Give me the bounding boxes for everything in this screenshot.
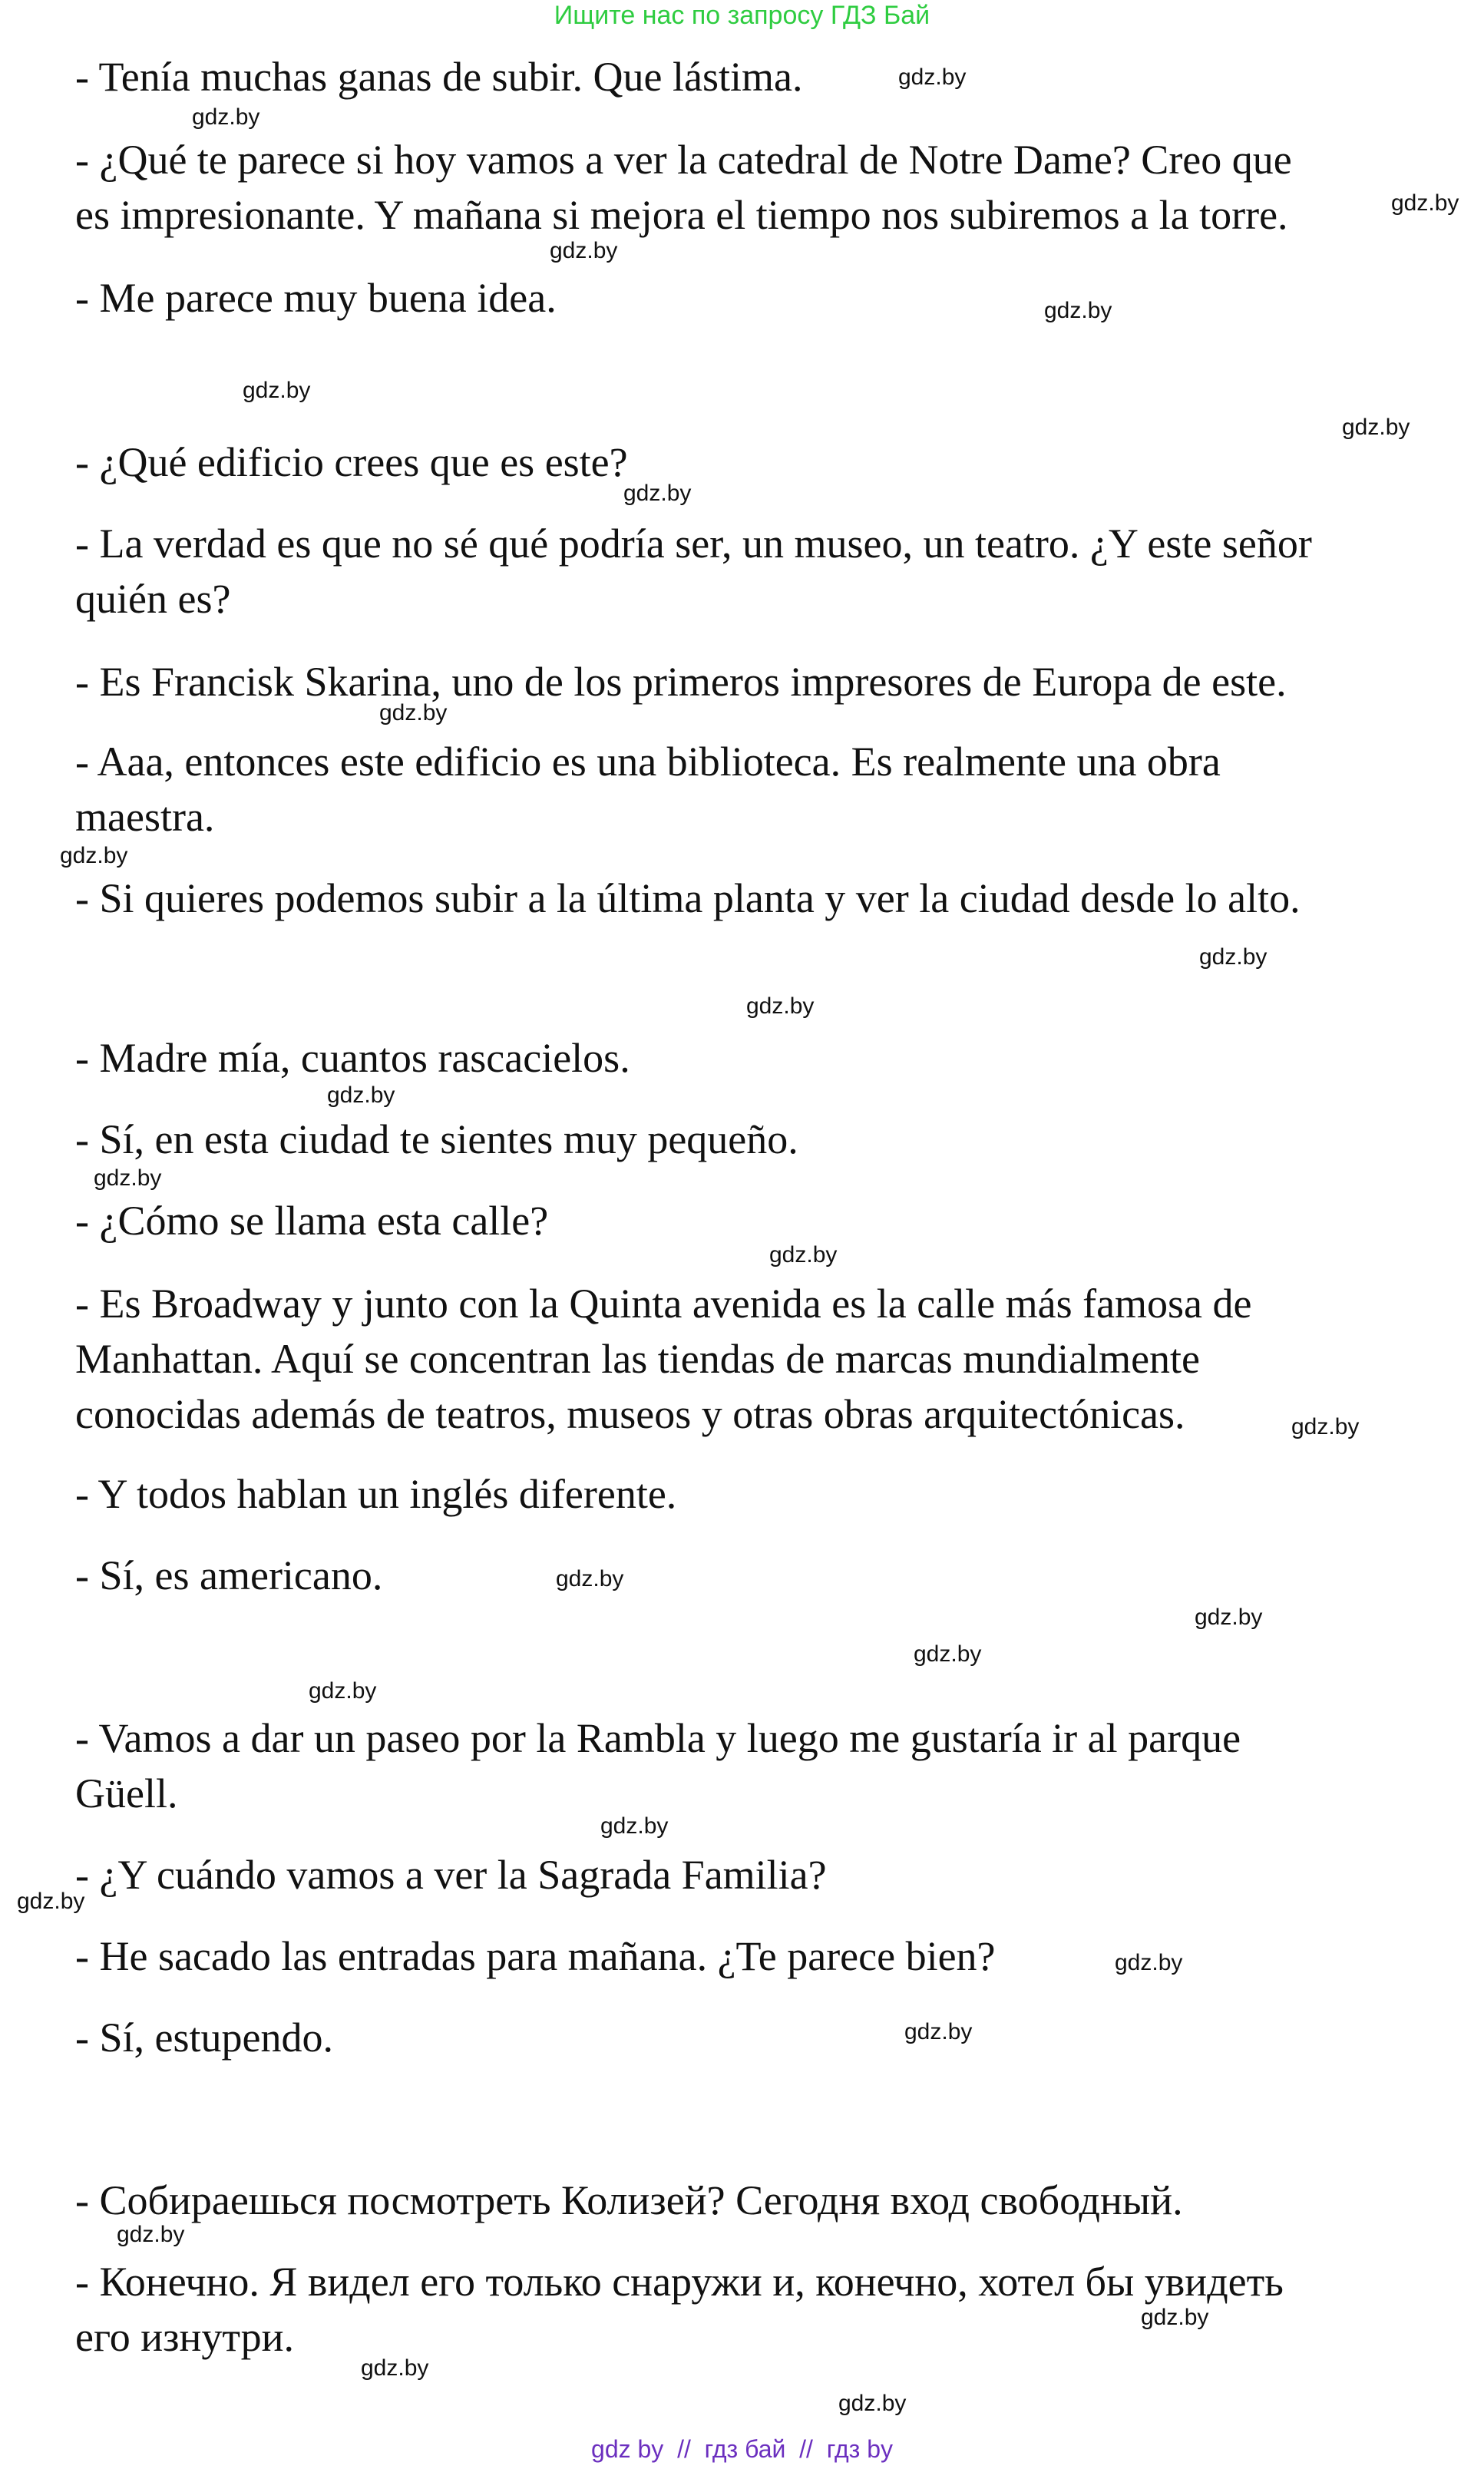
dialogue-line: - Sí, estupendo. [75, 2015, 333, 2061]
watermark: gdz.by [361, 2355, 429, 2381]
watermark: gdz.by [1044, 298, 1112, 323]
watermark: gdz.by [379, 700, 448, 725]
dialogue-line: - Sí, es americano. [75, 1552, 383, 1598]
dialogue-line: - Sí, en esta ciudad te sientes muy pequeño. [75, 1116, 798, 1162]
dialogue-line: es impresionante. Y mañana si mejora el tiempo nos subiremos a la torre. [75, 192, 1288, 238]
dialogue-line: conocidas además de teatros, museos y otras obras arquitectónicas. [75, 1391, 1185, 1437]
watermark: gdz.by [898, 64, 967, 90]
dialogue-line: - He sacado las entradas para mañana. ¿Te parece bien? [75, 1933, 996, 1979]
watermark: gdz.by [243, 378, 311, 403]
dialogue-line: - Si quieres podemos subir a la última planta y ver la ciudad desde lo alto. [75, 875, 1301, 921]
dialogue-line: - Aaa, entonces este edificio es una biblioteca. Es realmente una obra [75, 739, 1221, 785]
dialogue-line: - ¿Cómo se llama esta calle? [75, 1198, 549, 1244]
watermark: gdz.by [1141, 2305, 1209, 2330]
watermark: gdz.by [914, 1641, 982, 1667]
dialogue-line: - Me parece muy buena idea. [75, 275, 557, 321]
dialogue-line: - ¿Qué edificio crees que es este? [75, 439, 628, 485]
header-promo-link[interactable]: Ищите нас по запросу ГДЗ Бай [554, 1, 930, 30]
watermark: gdz.by [623, 481, 692, 506]
dialogue-line: - Vamos a dar un paseo por la Rambla y luego me gustaría ir al parque [75, 1715, 1241, 1761]
dialogue-line: - Y todos hablan un inglés diferente. [75, 1471, 677, 1517]
watermark: gdz.by [838, 2391, 907, 2416]
dialogue-line: maestra. [75, 794, 215, 840]
dialogue-line: - Tenía muchas ganas de subir. Que lástima. [75, 54, 803, 100]
watermark: gdz.by [1291, 1414, 1360, 1439]
watermark: gdz.by [60, 843, 128, 868]
dialogue-line: его изнутри. [75, 2314, 295, 2360]
dialogue-line: quién es? [75, 576, 231, 622]
watermark: gdz.by [117, 2222, 185, 2247]
dialogue-line: - Конечно. Я видел его только снаружи и, конечно, хотел бы увидеть [75, 2259, 1284, 2305]
dialogue-line: - Собираешься посмотреть Колизей? Сегодня вход свободный. [75, 2177, 1183, 2223]
watermark: gdz.by [1342, 415, 1410, 440]
watermark: gdz.by [327, 1082, 395, 1108]
watermark: gdz.by [600, 1813, 669, 1839]
watermark: gdz.by [550, 238, 618, 263]
watermark: gdz.by [1195, 1605, 1263, 1630]
watermark: gdz.by [746, 993, 815, 1019]
watermark: gdz.by [1115, 1950, 1183, 1975]
dialogue-line: - ¿Y cuándo vamos a ver la Sagrada Familia? [75, 1852, 827, 1898]
watermark: gdz.by [192, 104, 260, 130]
dialogue-line: - ¿Qué te parece si hoy vamos a ver la catedral de Notre Dame? Creo que [75, 137, 1292, 183]
dialogue-line: - Es Broadway y junto con la Quinta avenida es la calle más famosa de [75, 1281, 1252, 1327]
watermark: gdz.by [94, 1165, 162, 1191]
dialogue-line: - La verdad es que no sé qué podría ser, un museo, un teatro. ¿Y este señor [75, 521, 1312, 567]
watermark: gdz.by [309, 1678, 377, 1704]
watermark: gdz.by [17, 1889, 85, 1914]
watermark: gdz.by [556, 1566, 624, 1591]
watermark: gdz.by [769, 1242, 838, 1268]
dialogue-line: Manhattan. Aquí se concentran las tiendas de marcas mundialmente [75, 1336, 1201, 1382]
footer-links[interactable]: gdz by // гдз бай // гдз by [591, 2435, 893, 2463]
watermark: gdz.by [904, 2019, 973, 2044]
dialogue-line: Güell. [75, 1770, 178, 1816]
dialogue-line: - Es Francisk Skarina, uno de los primeros impresores de Europa de este. [75, 659, 1287, 705]
watermark: gdz.by [1391, 190, 1459, 216]
watermark: gdz.by [1199, 944, 1268, 970]
dialogue-line: - Madre mía, cuantos rascacielos. [75, 1035, 630, 1081]
